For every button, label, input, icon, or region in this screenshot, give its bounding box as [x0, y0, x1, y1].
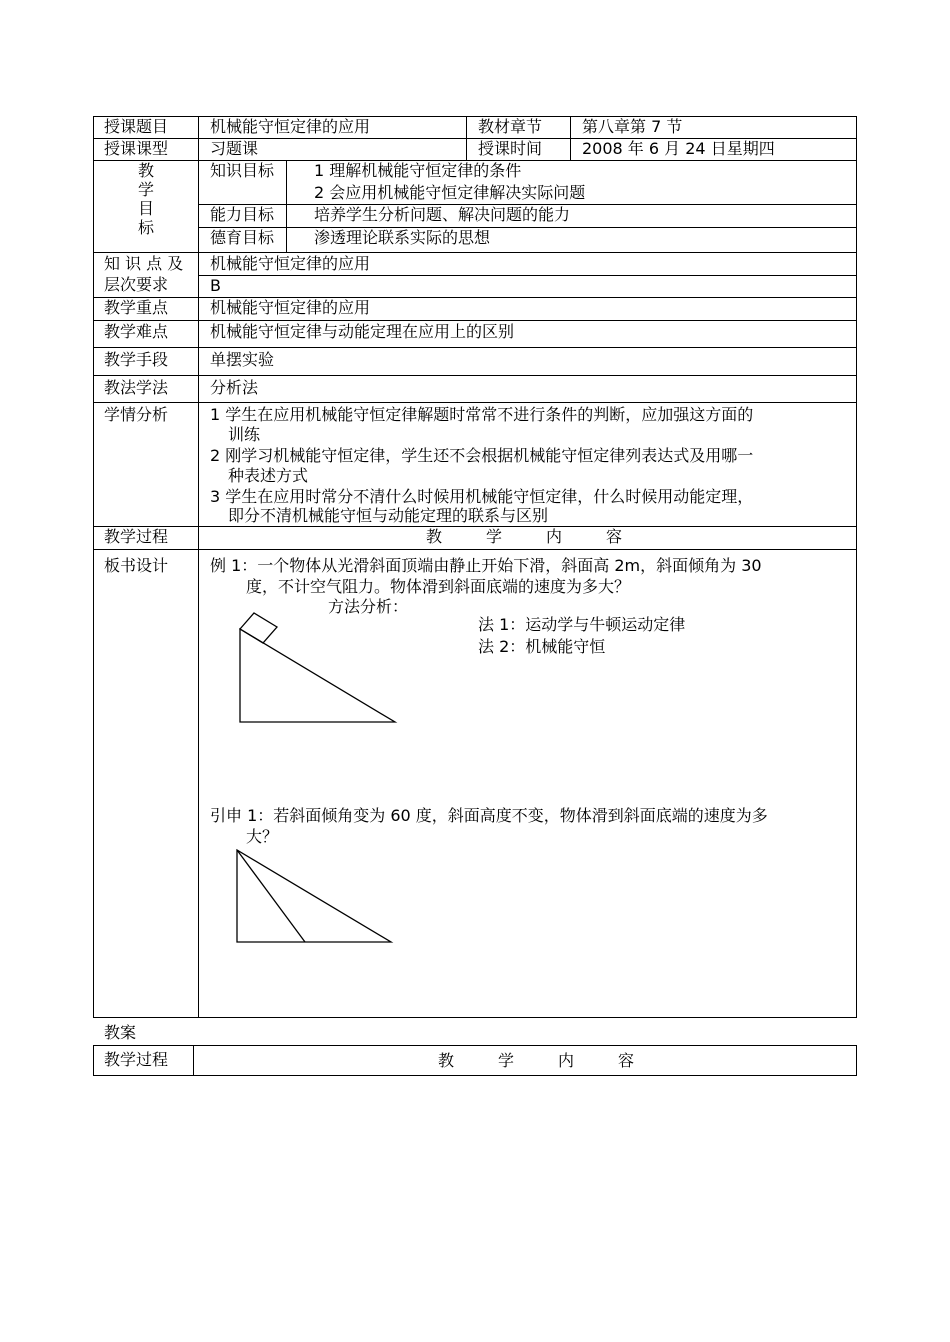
knowledge-goal-line: 2 会应用机械能守恒定律解决实际问题	[314, 183, 586, 202]
column-divider	[466, 116, 467, 160]
steep-incline-line	[237, 850, 305, 942]
extension-line: 大？	[246, 827, 279, 846]
ability-goal-label: 能力目标	[210, 205, 275, 224]
analysis-line: 1 学生在应用机械能守恒定律解题时常常不进行条件的判断，应加强这方面的	[210, 405, 754, 424]
footer-process-label: 教学过程	[104, 1050, 169, 1069]
method-value: 分析法	[210, 378, 259, 397]
plan-label: 教案	[104, 1023, 137, 1042]
row-divider	[93, 347, 857, 348]
column-divider	[198, 116, 199, 1018]
moral-goal-value: 渗透理论联系实际的思想	[314, 228, 491, 247]
goals-label-char: 目	[137, 199, 154, 218]
process-label: 教学过程	[104, 527, 169, 546]
analysis-line: 即分不清机械能守恒与动能定理的联系与区别	[228, 506, 549, 525]
board-label: 板书设计	[104, 556, 169, 575]
chapter-value: 第八章第 7 节	[582, 117, 683, 136]
column-divider	[570, 116, 571, 160]
goals-label-char: 标	[137, 218, 154, 237]
analysis-label: 学情分析	[104, 405, 169, 424]
analysis-line: 训练	[228, 425, 261, 444]
difficulty-label: 教学难点	[104, 322, 169, 341]
ability-goal-value: 培养学生分析问题、解决问题的能力	[314, 205, 571, 224]
incline-triangle	[237, 850, 391, 942]
knowledge-points-label: 知 识 点 及	[104, 254, 184, 273]
difficulty-value: 机械能守恒定律与动能定理在应用上的区别	[210, 322, 515, 341]
incline-with-block-figure	[230, 606, 405, 731]
method-analysis-heading: 方法分析：	[328, 597, 409, 616]
row-divider	[93, 297, 857, 298]
knowledge-points-value: 机械能守恒定律的应用	[210, 254, 371, 273]
goals-label-char: 教	[137, 161, 154, 180]
level-value: B	[210, 276, 221, 295]
means-value: 单摆实验	[210, 350, 275, 369]
solution-method: 法 2：机械能守恒	[478, 637, 606, 656]
type-value: 习题课	[210, 139, 259, 158]
row-divider	[198, 275, 857, 276]
topic-value: 机械能守恒定律的应用	[210, 117, 371, 136]
key-point-value: 机械能守恒定律的应用	[210, 298, 371, 317]
method-label: 教法学法	[104, 378, 169, 397]
analysis-line: 3 学生在应用时常分不清什么时候用机械能守恒定律，什么时候用动能定理，	[210, 487, 754, 506]
steep-incline-figure	[228, 842, 398, 948]
row-divider	[93, 375, 857, 376]
topic-label: 授课题目	[104, 117, 169, 136]
knowledge-goal-label: 知识目标	[210, 161, 275, 180]
goals-label-char: 学	[137, 180, 154, 199]
example-line: 例 1：一个物体从光滑斜面顶端由静止开始下滑，斜面高 2m，斜面倾角为 30	[210, 556, 762, 575]
moral-goal-label: 德育目标	[210, 228, 275, 247]
column-divider	[193, 1045, 194, 1076]
type-label: 授课课型	[104, 139, 169, 158]
chapter-label: 教材章节	[478, 117, 543, 136]
extension-line: 引申 1：若斜面倾角变为 60 度，斜面高度不变，物体滑到斜面底端的速度为多	[210, 806, 768, 825]
analysis-line: 种表述方式	[228, 466, 309, 485]
row-divider	[93, 252, 857, 253]
example-line: 度，不计空气阻力。物体滑到斜面底端的速度为多大？	[246, 577, 631, 596]
column-divider	[286, 160, 287, 252]
knowledge-points-label: 层次要求	[104, 275, 169, 294]
time-label: 授课时间	[478, 139, 543, 158]
key-point-label: 教学重点	[104, 298, 169, 317]
means-label: 教学手段	[104, 350, 169, 369]
row-divider	[93, 549, 857, 550]
solution-method: 法 1：运动学与牛顿运动定律	[478, 615, 686, 634]
sliding-block	[240, 613, 277, 643]
row-divider	[93, 402, 857, 403]
time-value: 2008 年 6 月 24 日星期四	[582, 139, 775, 158]
row-divider	[93, 320, 857, 321]
footer-process-value: 教学内容	[438, 1051, 679, 1070]
process-value: 教学内容	[426, 527, 667, 546]
knowledge-goal-line: 1 理解机械能守恒定律的条件	[314, 161, 522, 180]
analysis-line: 2 刚学习机械能守恒定律，学生还不会根据机械能守恒定律列表达式及用哪一	[210, 446, 754, 465]
row-divider	[198, 227, 857, 228]
